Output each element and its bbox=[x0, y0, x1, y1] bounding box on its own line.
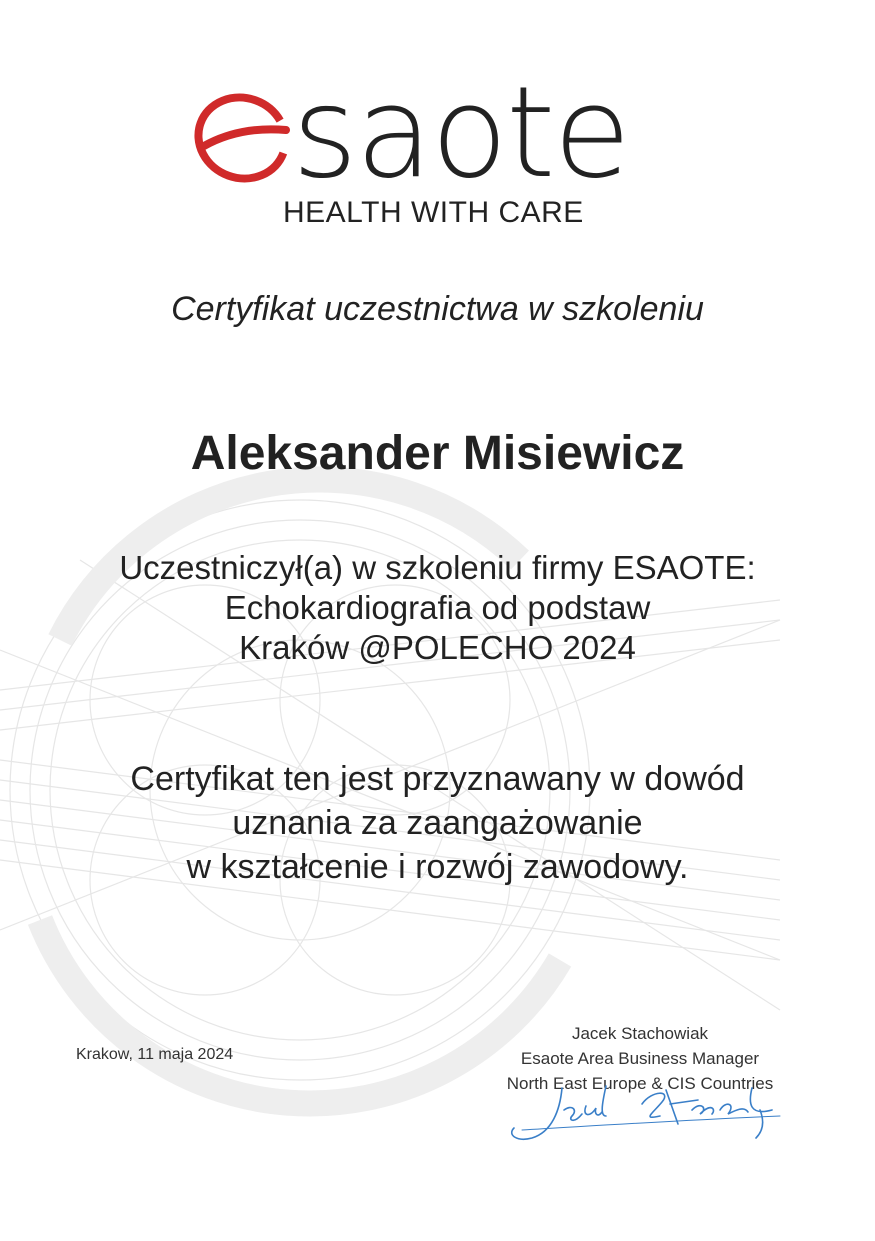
recipient-name: Aleksander Misiewicz bbox=[190, 427, 685, 480]
participation-line: Uczestniczył(a) w szkoleniu firmy ESAOTE: bbox=[119, 549, 756, 586]
esaote-logo bbox=[190, 59, 690, 238]
issue-date: Krakow, 11 maja 2024 bbox=[76, 1046, 234, 1063]
recognition-line: w kształcenie i rozwój zawodowy. bbox=[186, 848, 689, 886]
signer-name: Jacek Stachowiak bbox=[571, 1024, 709, 1043]
handwritten-signature bbox=[502, 1080, 792, 1150]
certificate-heading: Certyfikat uczestnictwa w szkoleniu bbox=[171, 290, 704, 328]
participation-statement bbox=[0, 548, 875, 668]
signer-region: North East Europe & CIS Countries bbox=[506, 1074, 774, 1093]
recognition-statement bbox=[0, 757, 875, 889]
logo-e-mark bbox=[190, 86, 294, 190]
logo-wordmark: saote bbox=[292, 59, 629, 206]
logo-tagline: HEALTH WITH CARE bbox=[283, 196, 584, 229]
recognition-line: Certyfikat ten jest przyznawany w dowód bbox=[130, 760, 745, 798]
recognition-line: uznania za zaangażowanie bbox=[232, 804, 643, 842]
course-title: Echokardiografia od podstaw bbox=[224, 589, 651, 626]
signer-title: Esaote Area Business Manager bbox=[520, 1049, 760, 1068]
course-location: Kraków @POLECHO 2024 bbox=[239, 629, 636, 666]
